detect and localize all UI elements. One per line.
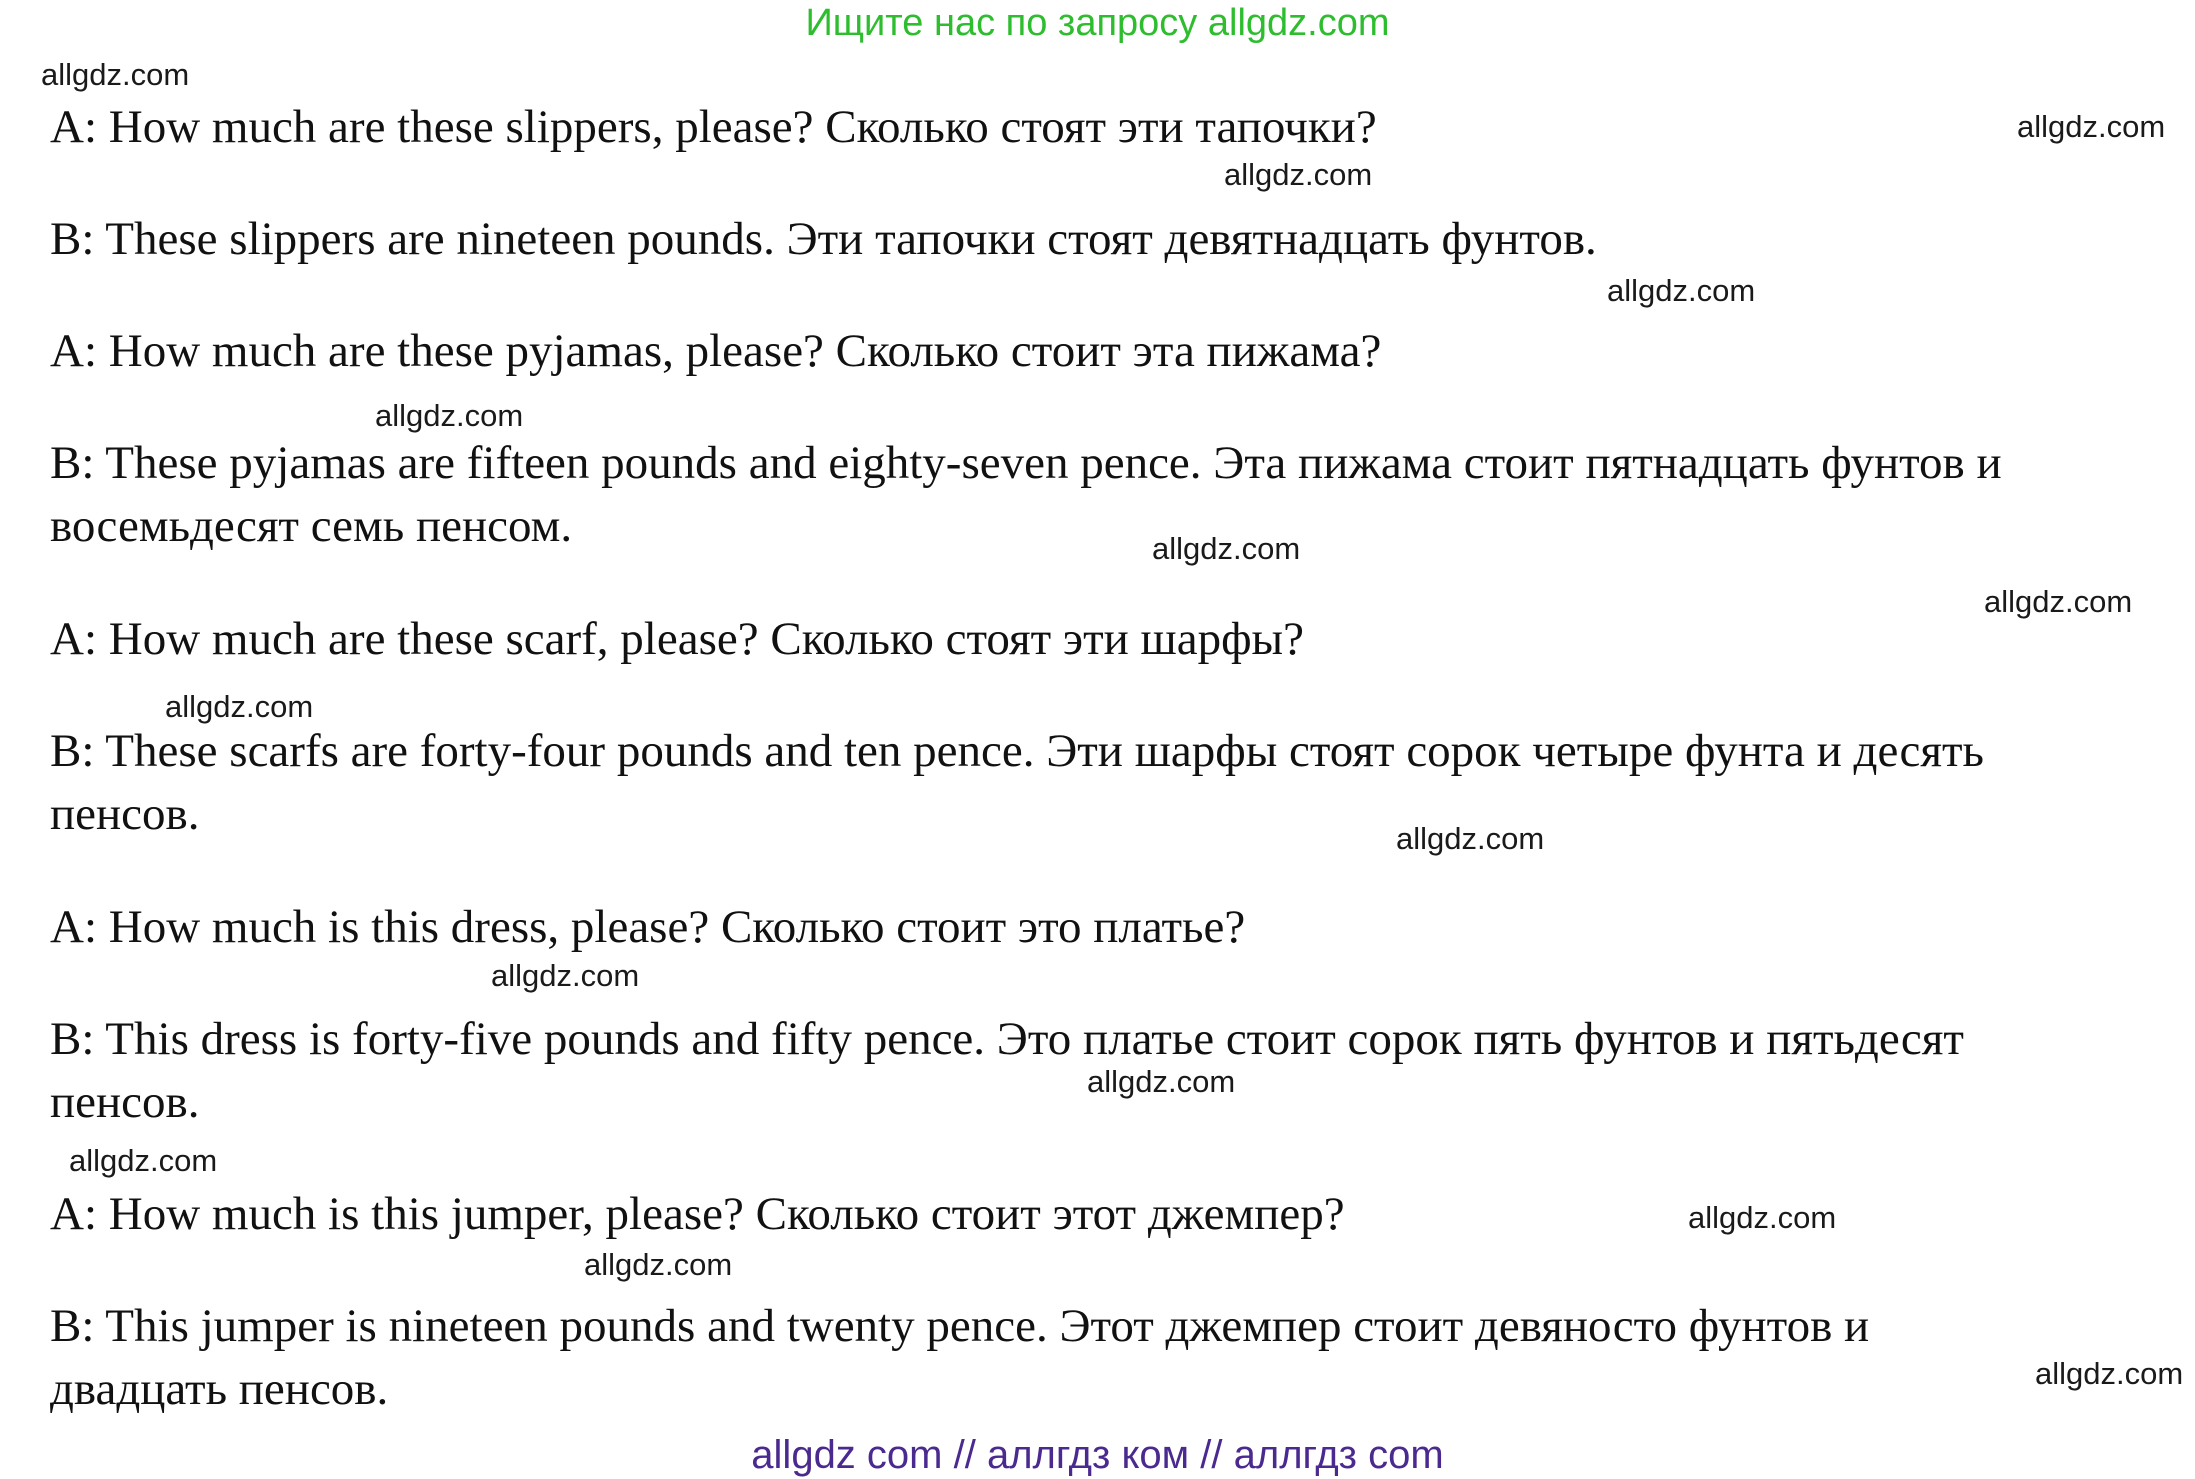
dialogue-line: B: These scarfs are forty-four pounds and ten pence. Эти шарфы стоят сорок четыре фунта и десять bbox=[50, 725, 1984, 777]
dialogue-line: A: How much are these slippers, please? Сколько стоят эти тапочки? bbox=[50, 101, 1377, 153]
dialogue-line: восемьдесят семь пенсом. bbox=[50, 500, 573, 552]
watermark: allgdz.com bbox=[584, 1247, 733, 1282]
watermark: allgdz.com bbox=[375, 398, 524, 433]
watermark: allgdz.com bbox=[2035, 1356, 2184, 1391]
watermark: allgdz.com bbox=[491, 958, 640, 993]
watermark: allgdz.com bbox=[1607, 273, 1756, 308]
watermark: allgdz.com bbox=[1688, 1200, 1837, 1235]
watermark: allgdz.com bbox=[165, 689, 314, 724]
watermark: allgdz.com bbox=[1984, 584, 2133, 619]
dialogue-line: B: These slippers are nineteen pounds. Эти тапочки стоят девятнадцать фунтов. bbox=[50, 213, 1597, 265]
dialogue-line: A: How much is this jumper, please? Сколько стоит этот джемпер? bbox=[50, 1188, 1345, 1240]
watermark: allgdz.com bbox=[1396, 821, 1545, 856]
dialogue-line: B: These pyjamas are fifteen pounds and eighty-seven pence. Эта пижама стоит пятнадцать фунтов и bbox=[50, 437, 2002, 489]
watermark: allgdz.com bbox=[41, 57, 190, 92]
dialogue-line: B: This dress is forty-five pounds and fifty pence. Это платье стоит сорок пять фунтов и пятьдесят bbox=[50, 1013, 1964, 1065]
dialogue-line: A: How much is this dress, please? Сколько стоит это платье? bbox=[50, 901, 1246, 953]
watermark: allgdz.com bbox=[1224, 157, 1373, 192]
watermark: allgdz.com bbox=[1152, 531, 1301, 566]
watermark: allgdz.com bbox=[69, 1143, 218, 1178]
dialogue-line: пенсов. bbox=[50, 788, 200, 840]
dialogue-line: двадцать пенсов. bbox=[50, 1363, 389, 1415]
dialogue-line: A: How much are these scarf, please? Сколько стоят эти шарфы? bbox=[50, 613, 1304, 665]
dialogue-line: A: How much are these pyjamas, please? Сколько стоит эта пижама? bbox=[50, 325, 1382, 377]
dialogue-line: B: This jumper is nineteen pounds and twenty pence. Этот джемпер стоит девяносто фунтов и bbox=[50, 1300, 1870, 1352]
footer-links: allgdz com // аллгдз ком // аллгдз com bbox=[751, 1433, 1444, 1477]
dialogue-line: пенсов. bbox=[50, 1076, 200, 1128]
watermark: allgdz.com bbox=[2017, 109, 2166, 144]
site-banner: Ищите нас по запросу allgdz.com bbox=[805, 2, 1390, 44]
watermark: allgdz.com bbox=[1087, 1064, 1236, 1099]
